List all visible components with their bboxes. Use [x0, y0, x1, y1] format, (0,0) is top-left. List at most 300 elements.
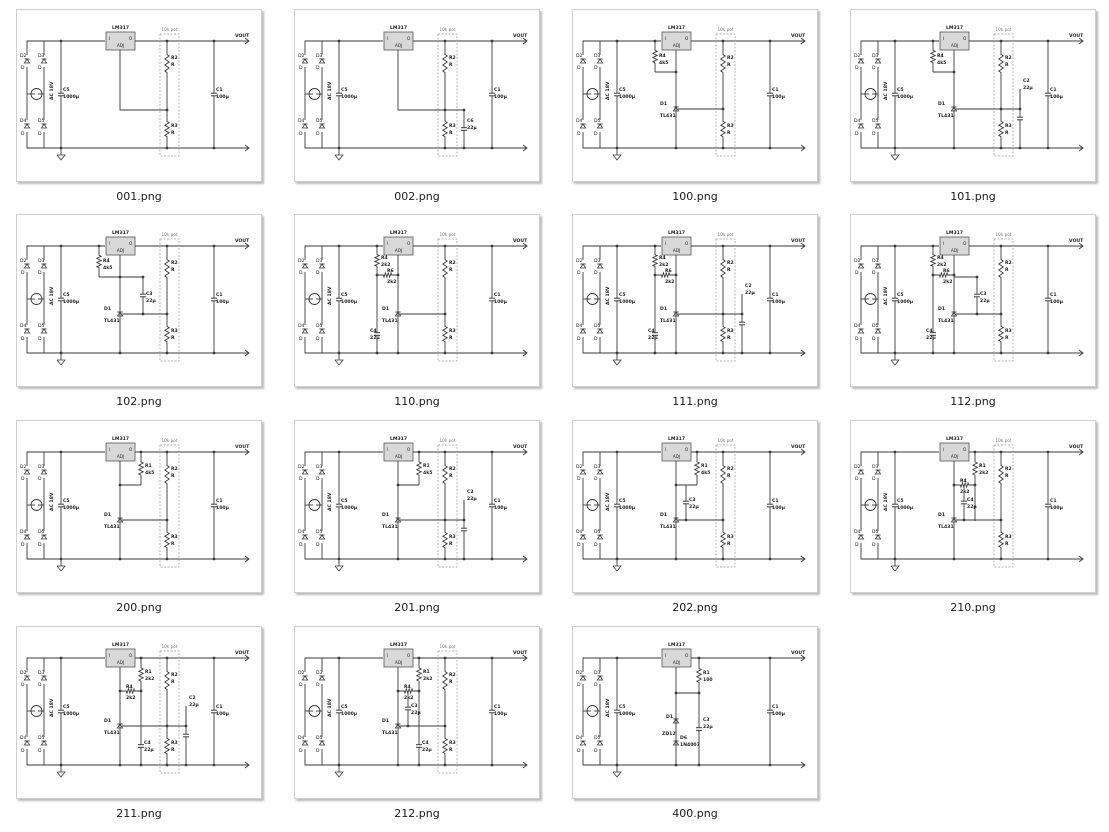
- label-vout: VOUT: [513, 34, 528, 39]
- label-pot: 10k pot: [717, 232, 734, 237]
- diode-d2-symbol: [24, 59, 29, 63]
- label-d: D: [21, 66, 25, 71]
- schematic-drawing: [851, 215, 1095, 386]
- label-c1-val: 100µ: [1050, 506, 1063, 511]
- diode-d4-symbol: [580, 124, 585, 128]
- label-ic-out: O: [129, 241, 133, 246]
- label-r1-val: 2k2: [423, 677, 433, 682]
- label-d5: D5: [594, 736, 601, 741]
- diode-d2-symbol: [858, 470, 863, 474]
- label-d5: D5: [38, 119, 45, 124]
- label-c-adj: C6: [467, 119, 474, 124]
- label-ic-out: O: [685, 36, 689, 41]
- label-ic-in: I: [665, 653, 667, 658]
- label-d6: D6: [680, 736, 688, 741]
- label-r4-val: 4k5: [103, 266, 113, 271]
- file-name[interactable]: 201.png: [394, 601, 440, 614]
- label-tl431: TL431: [104, 319, 120, 324]
- label-d: D: [577, 543, 581, 548]
- label-vout: VOUT: [791, 651, 806, 656]
- label-c1-val: 100µ: [772, 712, 785, 717]
- file-name[interactable]: 100.png: [672, 190, 718, 203]
- label-c4: C4: [144, 741, 151, 746]
- label-r1-val: 2k2: [979, 471, 989, 476]
- resistor-r2-symbol: [443, 246, 447, 291]
- label-c5: C5: [63, 705, 70, 710]
- label-r3-val: R: [1005, 131, 1009, 136]
- label-d1: D1: [660, 307, 668, 312]
- label-d2: D2: [854, 465, 861, 470]
- label-d: D: [38, 271, 42, 276]
- label-tl431: TL431: [938, 525, 954, 530]
- file-thumbnail[interactable]: [572, 9, 818, 215]
- label-r4-val: 2k2: [659, 263, 669, 268]
- file-name[interactable]: 212.png: [394, 807, 440, 820]
- file-thumbnail[interactable]: [294, 626, 540, 832]
- pot-box: [994, 445, 1013, 567]
- schematic-preview[interactable]: [294, 214, 540, 387]
- label-ic-in: I: [943, 241, 945, 246]
- label-c5: C5: [63, 88, 70, 93]
- schematic-preview[interactable]: [572, 420, 818, 593]
- label-d: D: [872, 543, 876, 548]
- label-pot: 10k pot: [439, 644, 456, 649]
- file-thumbnail[interactable]: [850, 420, 1096, 626]
- label-d3: D3: [594, 54, 601, 59]
- label-tl431: TL431: [938, 114, 954, 119]
- label-d2: D2: [298, 465, 305, 470]
- label-d: D: [299, 132, 303, 137]
- label-r1-val: 4k5: [145, 471, 155, 476]
- label-c5: C5: [897, 88, 904, 93]
- file-name[interactable]: 002.png: [394, 190, 440, 203]
- schematic-preview[interactable]: [850, 214, 1096, 387]
- resistor-r4-symbol: [931, 246, 935, 275]
- label-lm317: LM317: [667, 231, 686, 236]
- label-r3: R3: [727, 535, 734, 540]
- label-d2: D2: [20, 259, 27, 264]
- label-d: D: [21, 683, 25, 688]
- file-thumbnail[interactable]: [294, 9, 540, 215]
- label-lm317: LM317: [389, 231, 408, 236]
- label-c-mid-val: 22µ: [146, 299, 156, 304]
- schematic-preview[interactable]: [16, 214, 262, 387]
- label-d: D: [316, 749, 320, 754]
- label-ic-in: I: [943, 36, 945, 41]
- resistor-r2-symbol: [721, 41, 725, 86]
- label-d: D: [38, 337, 42, 342]
- label-lm317: LM317: [667, 437, 686, 442]
- label-r2: R2: [449, 56, 456, 61]
- diode-d3-symbol: [319, 59, 324, 63]
- diode-d2-symbol: [858, 264, 863, 268]
- label-c3: C3: [703, 718, 710, 723]
- schematic-preview[interactable]: [294, 420, 540, 593]
- label-d4: D4: [298, 530, 305, 535]
- label-ic-out: O: [129, 653, 133, 658]
- label-ic-adj: ADJ: [950, 454, 959, 459]
- label-c5-val: 1000µ: [341, 300, 358, 305]
- label-r3-val: R: [1005, 542, 1009, 547]
- file-name[interactable]: 001.png: [116, 190, 162, 203]
- diode-d4-symbol: [24, 741, 29, 745]
- label-c5-val: 1000µ: [619, 712, 636, 717]
- ground-symbol: [613, 566, 621, 571]
- schematic-drawing: [573, 10, 817, 181]
- label-d4: D4: [298, 736, 305, 741]
- label-r3-val: R: [171, 748, 175, 753]
- diode-d4-symbol: [580, 741, 585, 745]
- diode-d5-symbol: [875, 329, 880, 333]
- diode-d5-symbol: [597, 124, 602, 128]
- label-d3: D3: [38, 465, 45, 470]
- file-thumbnail[interactable]: [572, 214, 818, 420]
- label-d: D: [872, 132, 876, 137]
- label-r4: R4: [404, 685, 411, 690]
- label-d5: D5: [872, 324, 879, 329]
- label-lm317: LM317: [389, 26, 408, 31]
- label-c-mid-val: 22µ: [967, 505, 977, 510]
- label-r1-val: 100: [703, 678, 713, 683]
- file-thumbnail[interactable]: [294, 420, 540, 626]
- label-d: D: [38, 749, 42, 754]
- label-pot: 10k pot: [161, 644, 178, 649]
- label-ic-in: I: [665, 36, 667, 41]
- label-c5-val: 1000µ: [341, 95, 358, 100]
- label-r3: R3: [171, 535, 178, 540]
- resistor-r2-symbol: [443, 658, 447, 703]
- label-c1: C1: [1050, 88, 1057, 93]
- diode-d3-symbol: [597, 470, 602, 474]
- label-c1: C1: [216, 499, 223, 504]
- label-d1: D1: [104, 307, 112, 312]
- file-thumbnail[interactable]: [16, 420, 262, 626]
- label-d4: D4: [20, 530, 27, 535]
- diode-d2-symbol: [302, 676, 307, 680]
- label-d: D: [577, 749, 581, 754]
- label-c-adj-val: 22µ: [467, 497, 477, 502]
- label-d5: D5: [38, 530, 45, 535]
- label-r2-val: R: [449, 680, 453, 685]
- label-r3-val: R: [171, 542, 175, 547]
- label-d: D: [299, 749, 303, 754]
- file-name[interactable]: 211.png: [116, 807, 162, 820]
- label-d3: D3: [316, 259, 323, 264]
- label-pot: 10k pot: [161, 438, 178, 443]
- resistor-r3-symbol: [721, 521, 725, 559]
- file-name[interactable]: 110.png: [394, 395, 440, 408]
- schematic-preview[interactable]: [850, 420, 1096, 593]
- label-tl431: TL431: [382, 525, 398, 530]
- label-r3-val: R: [727, 336, 731, 341]
- label-c1-val: 100µ: [216, 712, 229, 717]
- resistor-r4-symbol: [653, 246, 657, 275]
- label-d3: D3: [872, 259, 879, 264]
- label-d3: D3: [594, 671, 601, 676]
- label-d: D: [38, 543, 42, 548]
- label-r2-val: R: [727, 474, 731, 479]
- file-name[interactable]: 210.png: [950, 601, 996, 614]
- file-thumbnail[interactable]: [850, 9, 1096, 215]
- label-d: D: [855, 271, 859, 276]
- diode-d5-symbol: [41, 124, 46, 128]
- resistor-r1-symbol: [417, 452, 421, 485]
- label-r6-val: 2k2: [387, 280, 397, 285]
- schematic-preview[interactable]: [16, 9, 262, 182]
- label-d3: D3: [38, 54, 45, 59]
- ground-symbol: [57, 772, 65, 777]
- ground-symbol: [613, 360, 621, 365]
- label-source: AC 18V: [328, 492, 333, 511]
- resistor-r1-symbol: [139, 452, 143, 485]
- label-d: D: [594, 477, 598, 482]
- label-c1: C1: [1050, 293, 1057, 298]
- label-d: D: [21, 132, 25, 137]
- label-d: D: [299, 271, 303, 276]
- label-r6: R6: [665, 269, 672, 274]
- diode-d5-symbol: [41, 741, 46, 745]
- resistor-r4-symbol: [375, 246, 379, 275]
- label-d: D: [594, 66, 598, 71]
- label-d: D: [299, 337, 303, 342]
- file-thumbnail[interactable]: [16, 9, 262, 215]
- label-d1: D1: [104, 719, 112, 724]
- label-tl431: TL431: [660, 525, 676, 530]
- label-d: D: [21, 749, 25, 754]
- ground-symbol: [57, 360, 65, 365]
- resistor-r3-symbol: [443, 727, 447, 765]
- diode-d3-symbol: [875, 264, 880, 268]
- resistor-r3-symbol: [443, 110, 447, 148]
- file-thumbnail[interactable]: [294, 214, 540, 420]
- pot-box: [160, 445, 179, 567]
- label-r3: R3: [449, 741, 456, 746]
- file-name[interactable]: 101.png: [950, 190, 996, 203]
- label-source: AC 18V: [50, 492, 55, 511]
- label-d: D: [872, 66, 876, 71]
- label-d2: D2: [298, 259, 305, 264]
- label-d1: D1: [938, 307, 946, 312]
- label-lm317: LM317: [945, 231, 964, 236]
- diode-d5-symbol: [597, 329, 602, 333]
- diode-d2-symbol: [580, 264, 585, 268]
- label-d: D: [577, 66, 581, 71]
- label-d1: D1: [660, 102, 668, 107]
- file-thumbnail[interactable]: [850, 214, 1096, 420]
- label-d: D: [316, 683, 320, 688]
- label-c3-val: 22µ: [703, 725, 713, 730]
- label-c1: C1: [772, 705, 779, 710]
- file-name[interactable]: 400.png: [672, 807, 718, 820]
- diode-d5-symbol: [319, 124, 324, 128]
- label-d: D: [855, 66, 859, 71]
- label-ic-out: O: [129, 447, 133, 452]
- label-pot: 10k pot: [995, 27, 1012, 32]
- resistor-r4-symbol: [653, 41, 657, 72]
- label-r2-val: R: [449, 268, 453, 273]
- label-c5: C5: [341, 499, 348, 504]
- file-thumbnail[interactable]: [572, 626, 818, 832]
- schematic-preview[interactable]: [850, 9, 1096, 182]
- label-source: AC 18V: [328, 286, 333, 305]
- label-d4: D4: [854, 530, 861, 535]
- label-r4: R4: [937, 256, 944, 261]
- label-c-adj: C2: [467, 490, 474, 495]
- resistor-r2-symbol: [443, 41, 447, 86]
- label-d: D: [299, 477, 303, 482]
- label-zd12: ZD12: [662, 732, 676, 737]
- label-vout: VOUT: [513, 445, 528, 450]
- label-d: D: [872, 271, 876, 276]
- label-d5: D5: [316, 736, 323, 741]
- label-d3: D3: [316, 465, 323, 470]
- label-d: D: [855, 543, 859, 548]
- label-d4: D4: [854, 324, 861, 329]
- label-lm317: LM317: [389, 437, 408, 442]
- label-r1: R1: [423, 464, 430, 469]
- diode-d5-symbol: [597, 741, 602, 745]
- label-c-adj-val: 22µ: [1023, 86, 1033, 91]
- capacitor-c4-symbol: [416, 727, 422, 765]
- label-r2: R2: [1005, 261, 1012, 266]
- label-lm317: LM317: [667, 26, 686, 31]
- file-thumbnail[interactable]: [16, 214, 262, 420]
- file-name[interactable]: 112.png: [950, 395, 996, 408]
- label-vout: VOUT: [791, 239, 806, 244]
- label-r4-val: 2k2: [937, 263, 947, 268]
- label-c5-val: 1000µ: [341, 506, 358, 511]
- label-c5: C5: [619, 705, 626, 710]
- resistor-r2-symbol: [165, 452, 169, 497]
- label-pot: 10k pot: [439, 232, 456, 237]
- label-d: D: [594, 543, 598, 548]
- label-r1: R1: [145, 670, 152, 675]
- label-source: AC 18V: [606, 492, 611, 511]
- label-r3: R3: [449, 535, 456, 540]
- label-c5: C5: [619, 88, 626, 93]
- diode-d3-symbol: [41, 59, 46, 63]
- label-d: D: [594, 337, 598, 342]
- diode-d2-symbol: [302, 264, 307, 268]
- pot-box: [438, 34, 457, 156]
- label-r3-val: R: [171, 131, 175, 136]
- capacitor-c4-symbol: [138, 727, 144, 765]
- label-d: D: [316, 132, 320, 137]
- label-c5: C5: [341, 705, 348, 710]
- diode-d3-symbol: [597, 59, 602, 63]
- label-c5-val: 1000µ: [63, 506, 80, 511]
- label-source: AC 18V: [328, 81, 333, 100]
- label-vout: VOUT: [1069, 34, 1084, 39]
- schematic-preview[interactable]: [572, 214, 818, 387]
- label-r3: R3: [1005, 535, 1012, 540]
- file-thumbnail[interactable]: [16, 626, 262, 832]
- label-r3-val: R: [449, 748, 453, 753]
- label-d2: D2: [20, 465, 27, 470]
- label-d2: D2: [298, 671, 305, 676]
- label-d: D: [594, 271, 598, 276]
- label-c4-val: 22µ: [370, 336, 380, 341]
- label-r3-val: R: [449, 336, 453, 341]
- label-d2: D2: [576, 671, 583, 676]
- schematic-preview[interactable]: [294, 626, 540, 799]
- pot-box: [716, 239, 735, 361]
- label-c-adj-val: 22µ: [189, 703, 199, 708]
- label-tl431: TL431: [660, 319, 676, 324]
- label-d3: D3: [872, 465, 879, 470]
- file-thumbnail[interactable]: [572, 420, 818, 626]
- label-c4: C4: [370, 329, 377, 334]
- label-vout: VOUT: [235, 239, 250, 244]
- diode-d4-symbol: [580, 535, 585, 539]
- label-c1-val: 100µ: [772, 506, 785, 511]
- label-source: AC 18V: [606, 81, 611, 100]
- label-c1-val: 100µ: [772, 95, 785, 100]
- diode-d5-symbol: [875, 124, 880, 128]
- label-vout: VOUT: [1069, 239, 1084, 244]
- label-r2: R2: [171, 261, 178, 266]
- diode-d2-symbol: [580, 676, 585, 680]
- label-ic-adj: ADJ: [394, 248, 403, 253]
- label-d4: D4: [576, 324, 583, 329]
- label-c5: C5: [619, 499, 626, 504]
- label-source: AC 18V: [884, 286, 889, 305]
- schematic-preview[interactable]: [294, 9, 540, 182]
- label-pot: 10k pot: [995, 232, 1012, 237]
- label-r2-val: R: [171, 63, 175, 68]
- label-c5: C5: [63, 499, 70, 504]
- label-r3: R3: [449, 124, 456, 129]
- label-d: D: [299, 66, 303, 71]
- label-d: D: [594, 749, 598, 754]
- diode-d3-symbol: [875, 59, 880, 63]
- resistor-r3-symbol: [165, 315, 169, 353]
- label-pot: 10k pot: [161, 27, 178, 32]
- label-d2: D2: [576, 259, 583, 264]
- resistor-r1-symbol: [139, 658, 143, 691]
- label-d: D: [855, 477, 859, 482]
- label-c1-val: 100µ: [1050, 95, 1063, 100]
- resistor-r2-symbol: [165, 246, 169, 291]
- label-source: AC 18V: [50, 81, 55, 100]
- resistor-r3-symbol: [443, 521, 447, 559]
- label-d5: D5: [872, 530, 879, 535]
- label-r4: R4: [937, 54, 944, 59]
- label-ic-out: O: [407, 653, 411, 658]
- schematic-preview[interactable]: [16, 626, 262, 799]
- label-d: D: [38, 132, 42, 137]
- label-c5-val: 1000µ: [63, 95, 80, 100]
- diode-d2-symbol: [302, 470, 307, 474]
- schematic-preview[interactable]: [572, 626, 818, 799]
- label-ic-out: O: [685, 653, 689, 658]
- file-name[interactable]: 200.png: [116, 601, 162, 614]
- schematic-preview[interactable]: [572, 9, 818, 182]
- schematic-preview[interactable]: [16, 420, 262, 593]
- label-lm317: LM317: [945, 26, 964, 31]
- label-d: D: [299, 683, 303, 688]
- label-c-mid: C3: [689, 498, 696, 503]
- label-c5-val: 1000µ: [897, 95, 914, 100]
- label-tl431: TL431: [104, 731, 120, 736]
- file-name[interactable]: 202.png: [672, 601, 718, 614]
- label-c1-val: 100µ: [216, 95, 229, 100]
- file-name[interactable]: 111.png: [672, 395, 718, 408]
- label-r6-val: 2k2: [943, 280, 953, 285]
- label-source: AC 18V: [606, 286, 611, 305]
- label-d: D: [872, 337, 876, 342]
- file-name[interactable]: 102.png: [116, 395, 162, 408]
